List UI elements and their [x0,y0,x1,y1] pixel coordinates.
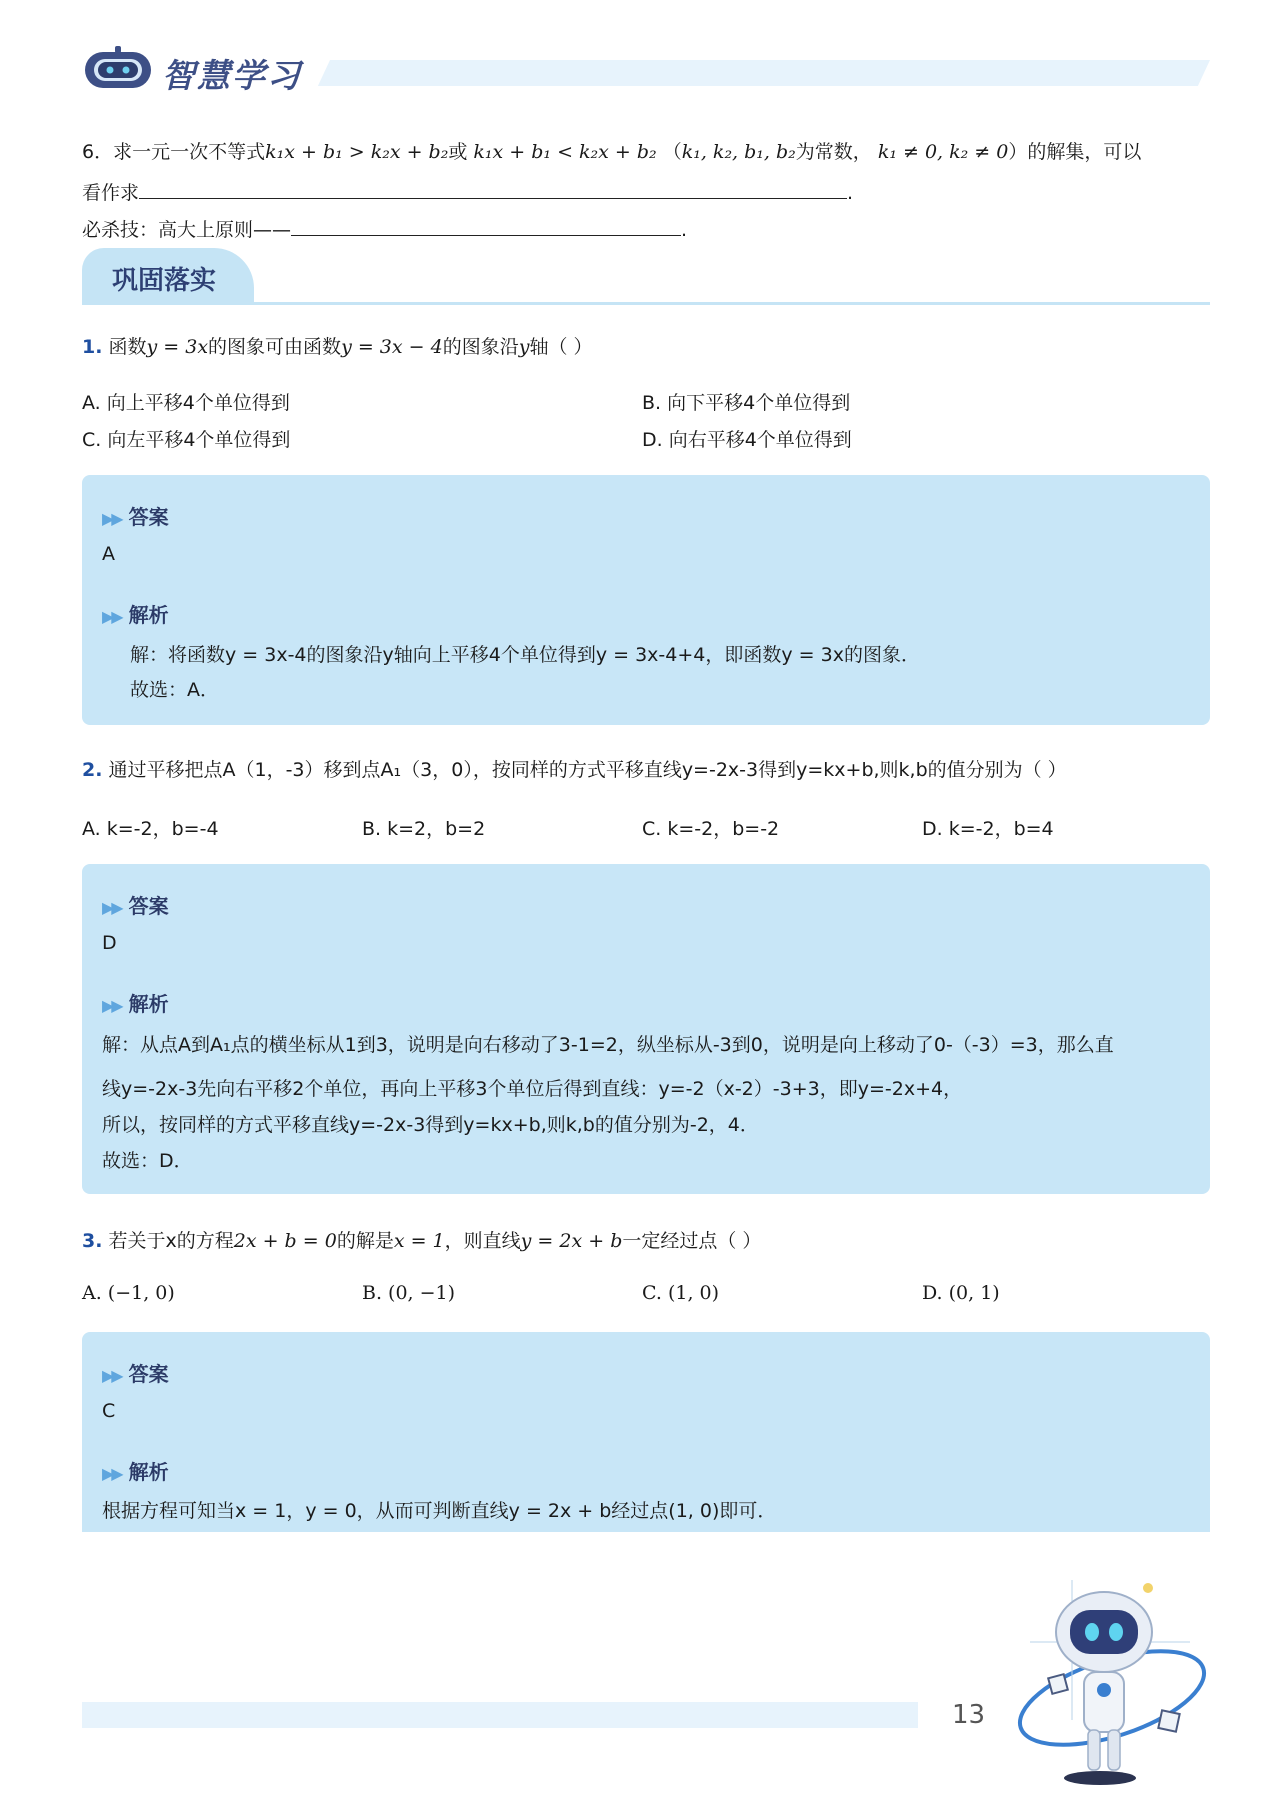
q1-text-1: 函数 [102,336,147,358]
q1-analysis-label: 解析 [128,603,169,627]
q1-text-2: 的图象可由函数 [208,336,342,358]
q2-option-c[interactable]: C. k=-2，b=-2 [642,818,780,840]
q2-option-b[interactable]: B. k=2，b=2 [362,818,486,840]
q3-math-2: x = 1 [393,1230,445,1252]
q6-cond-open: （ [662,141,682,163]
q3-option-b[interactable]: B. (0, −1) [362,1282,456,1304]
q2-answer-value: D [102,932,117,954]
q6-math-1: k₁x + b₁ > k₂x + b₂ [265,141,449,163]
q2-analysis-line-4: 故选：D． [102,1150,193,1172]
q1-analysis-line-2: 故选：A． [130,679,219,701]
q6-line-2 [82,178,853,207]
q2-answer-heading [102,890,169,919]
q1-option-c[interactable]: C. 向左平移4个单位得到 [82,429,291,451]
q6-tail: ）的解集，可以 [1008,141,1142,163]
double-arrow-icon: ▶▶ [102,1464,121,1483]
q1-number: 1. [82,336,103,358]
q2-analysis-line-1: 解：从点A到A₁点的横坐标从1到3，说明是向右移动了3-1=2，纵坐标从-3到0，说明是向上移动了0-（-3）=3，那么直 [102,1034,1114,1056]
q2-answer-box [82,864,1210,1194]
q1-math-1: y = 3x [146,336,209,358]
double-arrow-icon: ▶▶ [102,898,121,917]
section-tab [82,248,254,304]
header-band [318,60,1210,86]
q2-text: 通过平移把点A（1，-3）移到点A₁（3，0），按同样的方式平移直线y=-2x-3得到y=kx+b,则k,b的值分别为（ ） [102,759,1067,781]
q3-number: 3. [82,1230,103,1252]
q3-text-4: 一定经过点（ ） [622,1230,762,1252]
q6-line2-prefix: 看作求 [82,182,140,204]
q6-line2-end: . [847,182,854,204]
q1-answer-label: 答案 [128,505,169,529]
q1-text-3: 的图象沿 [442,336,519,358]
q6-cond-mid: 为常数， [795,141,872,163]
q3-analysis-line: 根据方程可知当x = 1，y = 0，从而可判断直线y = 2x + b经过点(1, 0)即可． [102,1500,777,1522]
section-divider [82,302,1210,305]
q2-option-d[interactable]: D. k=-2，b=4 [922,818,1054,840]
q1-answer-value: A [102,543,115,565]
q2-stem [82,756,1067,784]
q1-text-4: 轴（ ） [529,336,593,358]
q2-option-a[interactable]: A. k=-2，b=-4 [82,818,219,840]
q1-stem [82,333,592,361]
q1-analysis-heading [102,599,169,628]
q2-number: 2. [82,759,103,781]
q3-analysis-label: 解析 [128,1460,169,1484]
q3-stem [82,1227,761,1255]
q3-answer-value: C [102,1400,116,1422]
q1-option-d[interactable]: D. 向右平移4个单位得到 [642,429,852,451]
q3-text-1: 若关于x的方程 [102,1230,234,1252]
footer-band [82,1702,918,1728]
q6-blank-1[interactable] [139,178,847,199]
page-number: 13 [952,1700,986,1730]
q1-math-3: y [518,336,530,358]
q6-line-1 [82,138,1141,166]
q6-cond-math: k₁, k₂, b₁, b₂ [681,141,796,163]
q1-option-a[interactable]: A. 向上平移4个单位得到 [82,392,290,414]
q1-answer-box [82,475,1210,725]
q3-text-2: 的解是 [336,1230,394,1252]
q3-answer-label: 答案 [128,1362,169,1386]
q6-cond-math-2: k₁ ≠ 0, k₂ ≠ 0 [877,141,1009,163]
q2-analysis-line-3: 所以，按同样的方式平移直线y=-2x-3得到y=kx+b,则k,b的值分别为-2，4． [102,1114,759,1136]
double-arrow-icon: ▶▶ [102,996,121,1015]
double-arrow-icon: ▶▶ [102,1366,121,1385]
q6-or: 或 [448,141,468,163]
q3-math-1: 2x + b = 0 [233,1230,337,1252]
q6-blank-2[interactable] [291,215,681,236]
q3-analysis-heading [102,1456,169,1485]
q2-analysis-label: 解析 [128,992,169,1016]
q6-line3-end: . [681,219,688,241]
robot-logo-icon [82,44,154,94]
section-title: 巩固落实 [112,266,217,296]
q3-answer-box [82,1332,1210,1532]
q1-analysis-line-1: 解：将函数y = 3x-4的图象沿y轴向上平移4个单位得到y = 3x-4+4，即函数y = 3x的图象． [130,644,920,666]
q2-analysis-line-2: 线y=-2x-3先向右平移2个单位，再向上平移3个单位后得到直线：y=-2（x-2）-3+3，即y=-2x+4， [102,1078,963,1100]
q2-analysis-heading [102,988,169,1017]
q1-answer-heading [102,501,169,530]
double-arrow-icon: ▶▶ [102,607,121,626]
q6-line3-prefix: 必杀技：高大上原则—— [82,219,292,241]
brand-title: 智慧学习 [162,56,302,95]
q6-line-3 [82,215,687,244]
q3-option-a[interactable]: A. (−1, 0) [82,1282,175,1304]
robot-mascot-illustration [1010,1570,1220,1790]
q3-math-3: y = 2x + b [520,1230,623,1252]
q3-option-d[interactable]: D. (0, 1) [922,1282,1000,1304]
q3-text-3: ，则直线 [444,1230,521,1252]
q6-math-2: k₁x + b₁ < k₂x + b₂ [473,141,657,163]
q1-math-2: y = 3x − 4 [341,336,443,358]
q1-option-b[interactable]: B. 向下平移4个单位得到 [642,392,851,414]
q2-answer-label: 答案 [128,894,169,918]
double-arrow-icon: ▶▶ [102,509,121,528]
q3-option-c[interactable]: C. (1, 0) [642,1282,720,1304]
q3-answer-heading [102,1358,169,1387]
q6-text: 6．求一元一次不等式 [82,141,266,163]
